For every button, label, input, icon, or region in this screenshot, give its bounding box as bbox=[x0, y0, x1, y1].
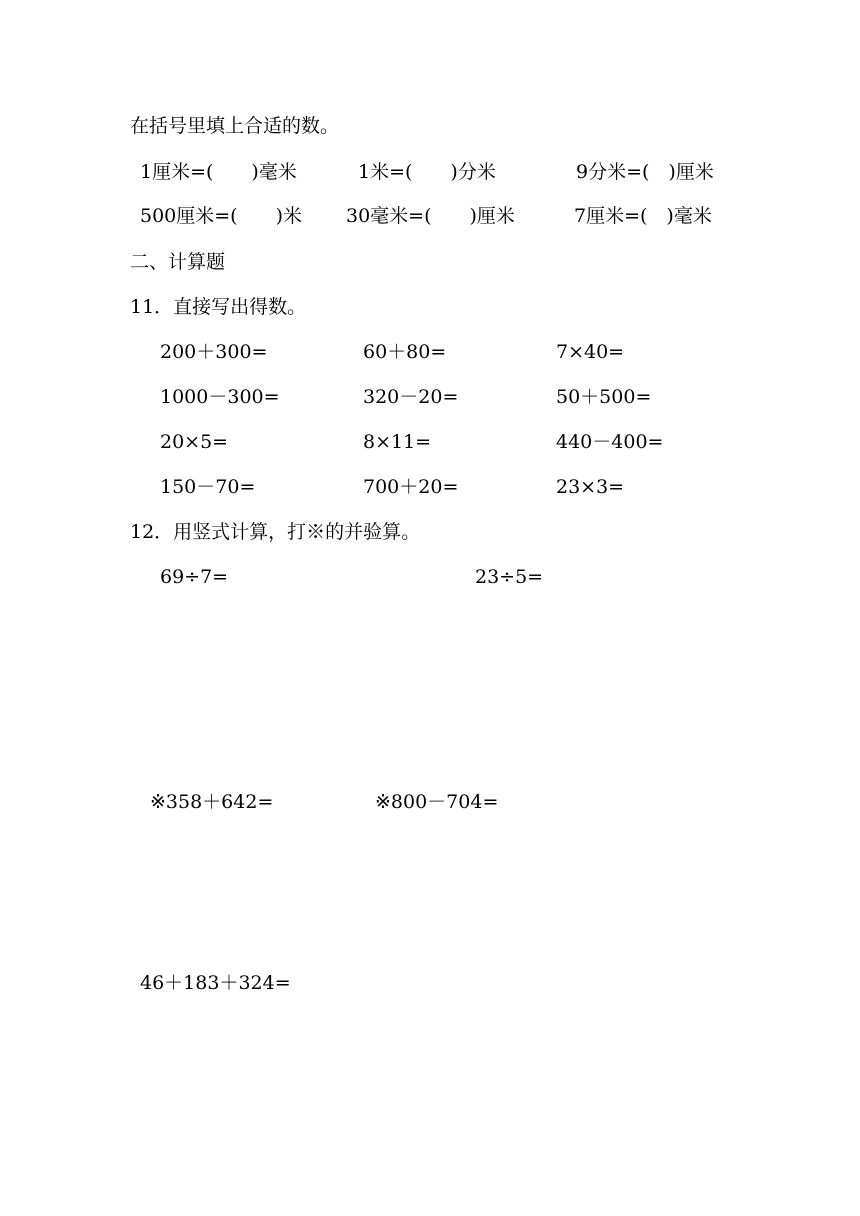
calc-item: 150－70= bbox=[160, 476, 256, 498]
vertical-calc-item: 23÷5= bbox=[475, 566, 544, 588]
calc-item: 700＋20= bbox=[363, 476, 459, 498]
calc-item: 8×11= bbox=[363, 431, 432, 453]
conversion-item: 1厘米=( )毫米 bbox=[140, 161, 297, 183]
vertical-calc-item: ※800－704= bbox=[375, 791, 499, 813]
calc-item: 440－400= bbox=[556, 431, 664, 453]
calc-item: 23×3= bbox=[556, 476, 625, 498]
question-11-title: 11．直接写出得数。 bbox=[130, 296, 307, 318]
conversion-item: 1米=( )分米 bbox=[358, 161, 496, 183]
calc-item: 320－20= bbox=[363, 386, 459, 408]
calc-item: 200＋300= bbox=[160, 341, 268, 363]
calc-item: 20×5= bbox=[160, 431, 229, 453]
conversion-item: 9分米=( )厘米 bbox=[576, 161, 714, 183]
vertical-calc-item: ※358＋642= bbox=[150, 791, 274, 813]
calc-item: 7×40= bbox=[556, 341, 625, 363]
calc-item: 50＋500= bbox=[556, 386, 652, 408]
section-title: 二、计算题 bbox=[130, 251, 226, 273]
conversion-item: 30毫米=( )厘米 bbox=[346, 205, 515, 227]
vertical-calc-item: 69÷7= bbox=[160, 566, 229, 588]
conversion-item: 500厘米=( )米 bbox=[140, 205, 303, 227]
vertical-calc-item: 46＋183＋324= bbox=[140, 972, 291, 994]
conversion-item: 7厘米=( )毫米 bbox=[574, 205, 712, 227]
fill-in-instruction: 在括号里填上合适的数。 bbox=[130, 115, 340, 137]
calc-item: 60＋80= bbox=[363, 341, 447, 363]
question-12-title: 12．用竖式计算，打※的并验算。 bbox=[130, 521, 421, 543]
calc-item: 1000－300= bbox=[160, 386, 280, 408]
